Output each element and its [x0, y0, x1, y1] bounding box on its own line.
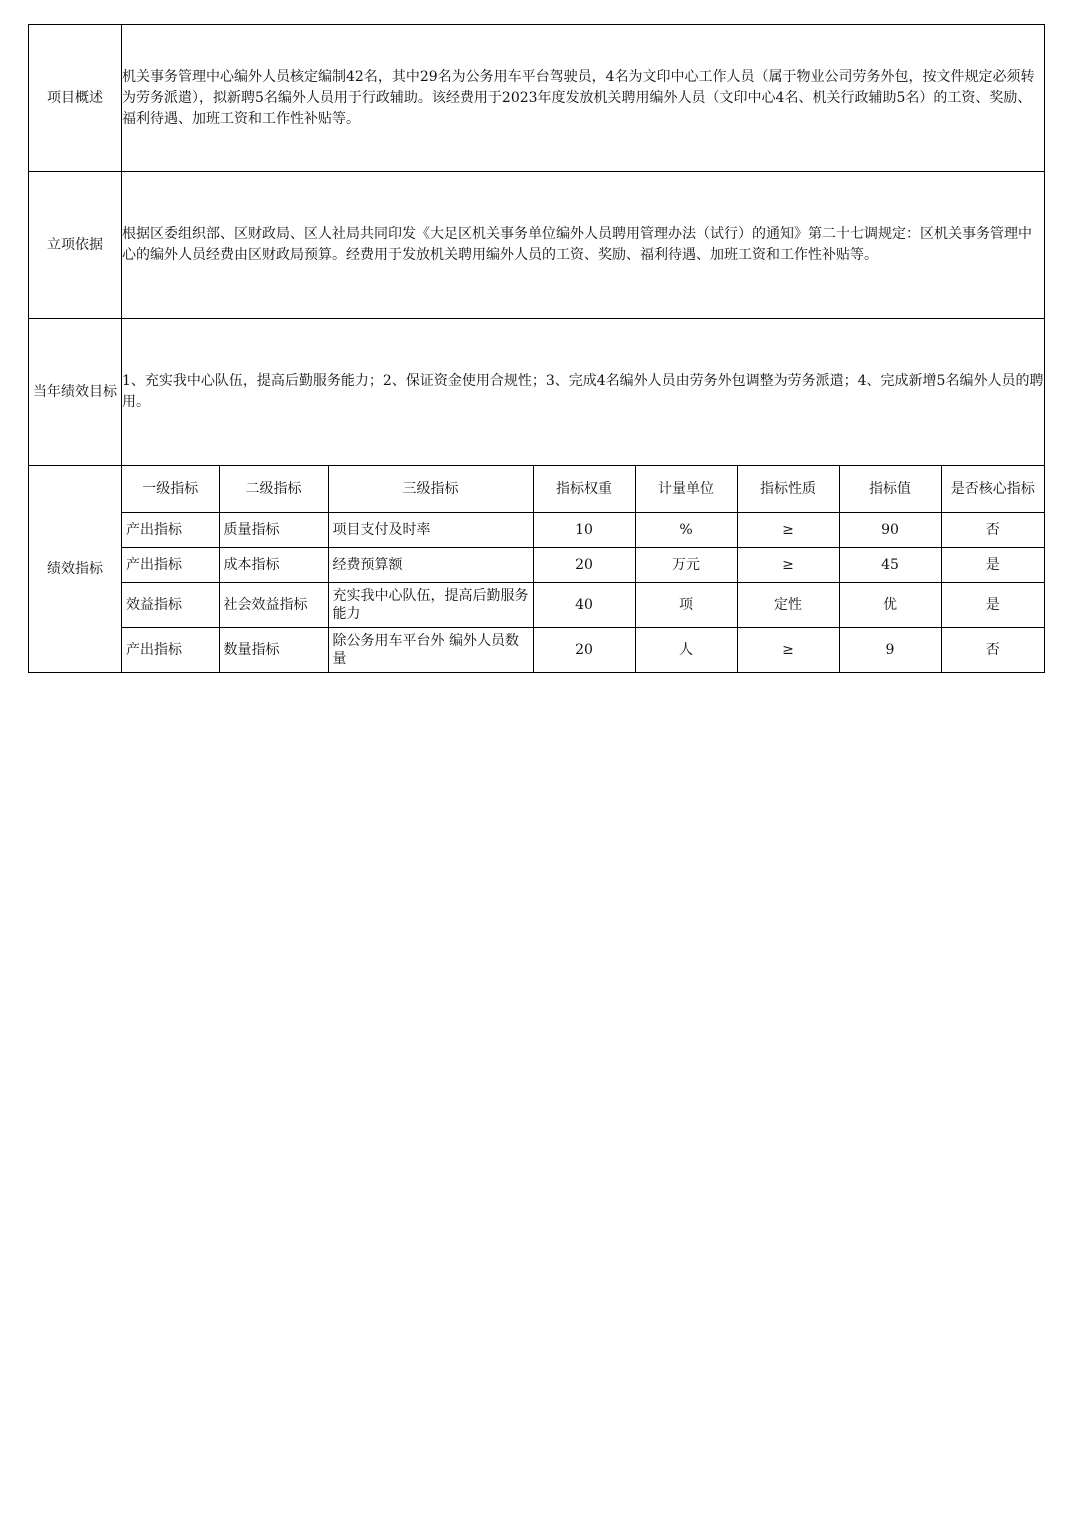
cell-value: 90 [839, 513, 941, 548]
cell-unit: 人 [635, 628, 737, 673]
table-row [122, 548, 1044, 583]
table-row [122, 513, 1044, 548]
cell-value: 45 [839, 548, 941, 583]
cell-level3: 项目支付及时率 [328, 513, 533, 548]
basis-label: 立项依据 [29, 172, 122, 319]
cell-level2: 数量指标 [219, 628, 328, 673]
metrics-header-row [122, 466, 1044, 513]
cell-unit: 项 [635, 583, 737, 628]
table-row [122, 583, 1044, 628]
metrics-table [122, 466, 1044, 672]
cell-level2: 成本指标 [219, 548, 328, 583]
header-level1: 一级指标 [122, 466, 219, 513]
overview-text: 机关事务管理中心编外人员核定编制42名，其中29名为公务用车平台驾驶员，4名为文印中心工作人员（属于物业公司劳务外包，按文件规定必须转为劳务派遣），拟新聘5名编外人员用于行政辅助。该经费用于2023年度发放机关聘用编外人员（文印中心4名、机关行政辅助5名）的工资、奖励、福利待遇、加班工资和工作性补贴等。 [122, 25, 1045, 172]
goals-text: 1、充实我中心队伍，提高后勤服务能力；2、保证资金使用合规性；3、完成4名编外人员由劳务外包调整为劳务派遣；4、完成新增5名编外人员的聘用。 [122, 319, 1045, 466]
metrics-row [29, 466, 1045, 673]
cell-value: 优 [839, 583, 941, 628]
cell-nature: ≥ [737, 548, 839, 583]
basis-text: 根据区委组织部、区财政局、区人社局共同印发《大足区机关事务单位编外人员聘用管理办法（试行）的通知》第二十七调规定：区机关事务管理中心的编外人员经费由区财政局预算。经费用于发放机关聘用编外人员的工资、奖励、福利待遇、加班工资和工作性补贴等。 [122, 172, 1045, 319]
cell-level3: 充实我中心队伍，提高后勤服务能力 [328, 583, 533, 628]
cell-unit: 万元 [635, 548, 737, 583]
cell-level3: 除公务用车平台外 编外人员数量 [328, 628, 533, 673]
header-unit: 计量单位 [635, 466, 737, 513]
header-core: 是否核心指标 [941, 466, 1044, 513]
header-weight: 指标权重 [533, 466, 635, 513]
cell-weight: 10 [533, 513, 635, 548]
cell-nature: 定性 [737, 583, 839, 628]
cell-core: 否 [941, 513, 1044, 548]
cell-weight: 20 [533, 548, 635, 583]
cell-core: 是 [941, 583, 1044, 628]
metrics-cell [122, 466, 1045, 673]
cell-core: 否 [941, 628, 1044, 673]
cell-level1: 效益指标 [122, 583, 219, 628]
header-level3: 三级指标 [328, 466, 533, 513]
cell-level1: 产出指标 [122, 513, 219, 548]
cell-nature: ≥ [737, 628, 839, 673]
cell-core: 是 [941, 548, 1044, 583]
cell-weight: 40 [533, 583, 635, 628]
goals-label: 当年绩效目标 [29, 319, 122, 466]
cell-weight: 20 [533, 628, 635, 673]
basis-row [29, 172, 1045, 319]
cell-value: 9 [839, 628, 941, 673]
performance-form-table [28, 24, 1045, 673]
header-level2: 二级指标 [219, 466, 328, 513]
cell-nature: ≥ [737, 513, 839, 548]
cell-level3: 经费预算额 [328, 548, 533, 583]
metrics-label: 绩效指标 [29, 466, 122, 673]
cell-level1: 产出指标 [122, 548, 219, 583]
cell-unit: % [635, 513, 737, 548]
cell-level2: 质量指标 [219, 513, 328, 548]
cell-level1: 产出指标 [122, 628, 219, 673]
cell-level2: 社会效益指标 [219, 583, 328, 628]
header-value: 指标值 [839, 466, 941, 513]
overview-label: 项目概述 [29, 25, 122, 172]
table-row [122, 628, 1044, 673]
overview-row [29, 25, 1045, 172]
goals-row [29, 319, 1045, 466]
header-nature: 指标性质 [737, 466, 839, 513]
